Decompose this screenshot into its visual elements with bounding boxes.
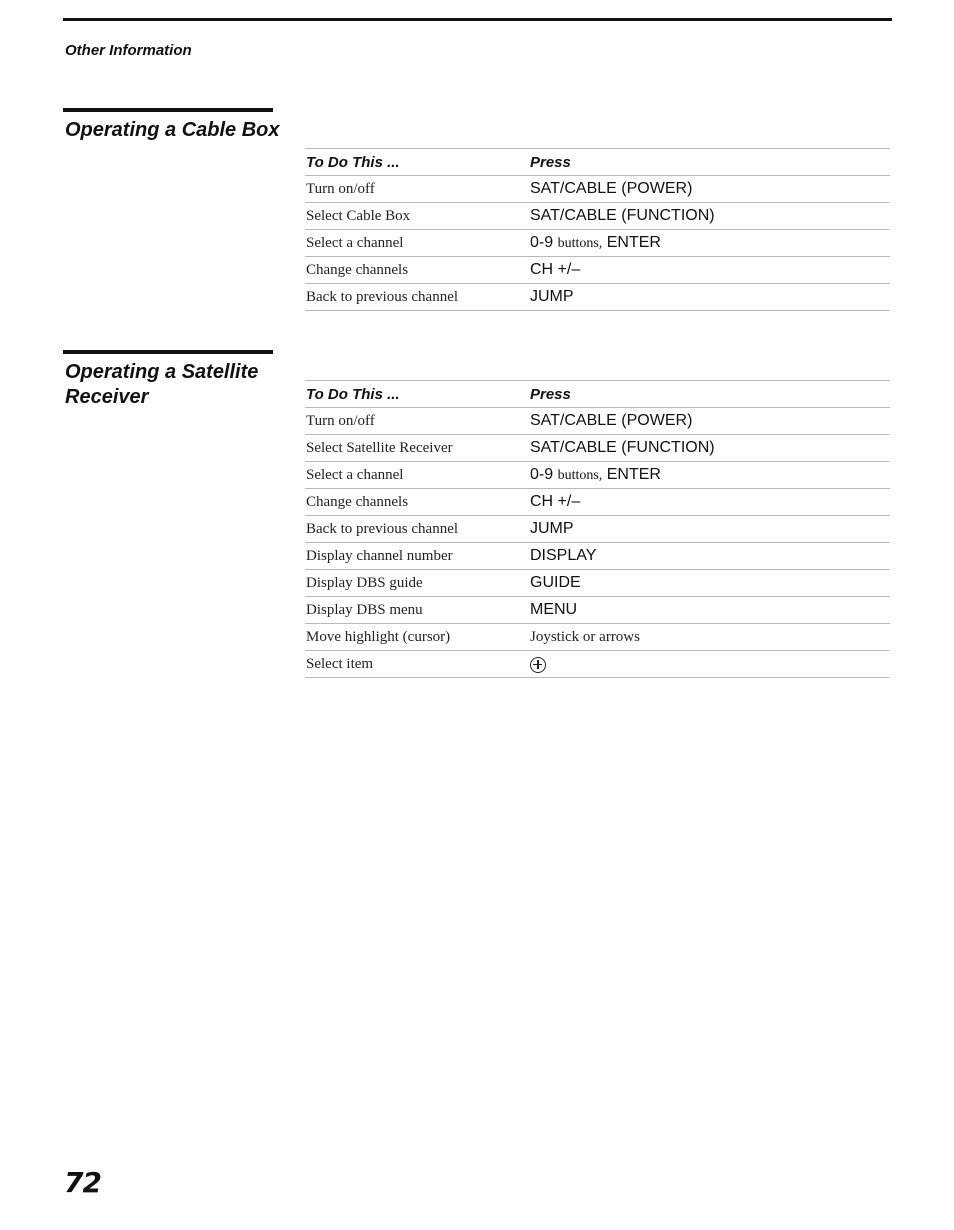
press-cell: SAT/CABLE (POWER) [529, 408, 890, 435]
top-rule [63, 18, 892, 21]
cable-section-rule [63, 108, 273, 112]
action-cell: Select Satellite Receiver [305, 435, 529, 462]
table-row [305, 435, 890, 462]
table-row [305, 651, 890, 678]
press-mid: buttons, [557, 236, 603, 251]
press-cell: MENU [529, 597, 890, 624]
action-cell: Select a channel [305, 462, 529, 489]
action-cell: Select item [305, 651, 529, 678]
joystick-press-icon [530, 657, 546, 673]
table-row [305, 543, 890, 570]
table-header-row [305, 381, 890, 408]
action-cell: Select a channel [305, 230, 529, 257]
column-header-action: To Do This ... [305, 149, 529, 176]
table-header-row [305, 149, 890, 176]
action-cell: Back to previous channel [305, 516, 529, 543]
press-cell: DISPLAY [529, 543, 890, 570]
table-row [305, 230, 890, 257]
cable-box-table [305, 148, 890, 311]
satellite-table [305, 380, 890, 678]
running-head: Other Information [65, 42, 192, 59]
press-cell [529, 230, 890, 257]
satellite-section-rule [63, 350, 273, 354]
press-prefix: 0-9 [530, 466, 558, 483]
press-cell: SAT/CABLE (POWER) [529, 176, 890, 203]
action-cell: Display DBS menu [305, 597, 529, 624]
press-prefix: 0-9 [530, 234, 558, 251]
press-cell [529, 462, 890, 489]
action-cell: Turn on/off [305, 408, 529, 435]
page-number: 72 [64, 1166, 101, 1199]
table-row [305, 203, 890, 230]
table-row [305, 408, 890, 435]
table-row [305, 516, 890, 543]
table-row [305, 489, 890, 516]
action-cell: Move highlight (cursor) [305, 624, 529, 651]
satellite-section-title: Operating a Satellite Receiver [65, 361, 259, 408]
column-header-action: To Do This ... [305, 381, 529, 408]
press-cell: SAT/CABLE (FUNCTION) [529, 435, 890, 462]
column-header-press: Press [529, 381, 890, 408]
press-cell: GUIDE [529, 570, 890, 597]
action-cell: Display DBS guide [305, 570, 529, 597]
press-cell: Joystick or arrows [529, 624, 890, 651]
press-mid: buttons, [557, 468, 603, 483]
table-row [305, 570, 890, 597]
press-suffix: ENTER [602, 234, 661, 251]
press-cell [529, 651, 890, 678]
table-row [305, 176, 890, 203]
action-cell: Change channels [305, 489, 529, 516]
press-suffix: ENTER [602, 466, 661, 483]
column-header-press: Press [529, 149, 890, 176]
action-cell: Turn on/off [305, 176, 529, 203]
action-cell: Select Cable Box [305, 203, 529, 230]
press-cell: SAT/CABLE (FUNCTION) [529, 203, 890, 230]
cable-section-title: Operating a Cable Box [65, 119, 280, 141]
press-cell: CH +/– [529, 257, 890, 284]
table-row [305, 624, 890, 651]
table-row [305, 284, 890, 311]
table-row [305, 462, 890, 489]
press-cell: JUMP [529, 516, 890, 543]
table-row [305, 257, 890, 284]
action-cell: Back to previous channel [305, 284, 529, 311]
press-cell: CH +/– [529, 489, 890, 516]
table-row [305, 597, 890, 624]
action-cell: Change channels [305, 257, 529, 284]
press-cell: JUMP [529, 284, 890, 311]
action-cell: Display channel number [305, 543, 529, 570]
